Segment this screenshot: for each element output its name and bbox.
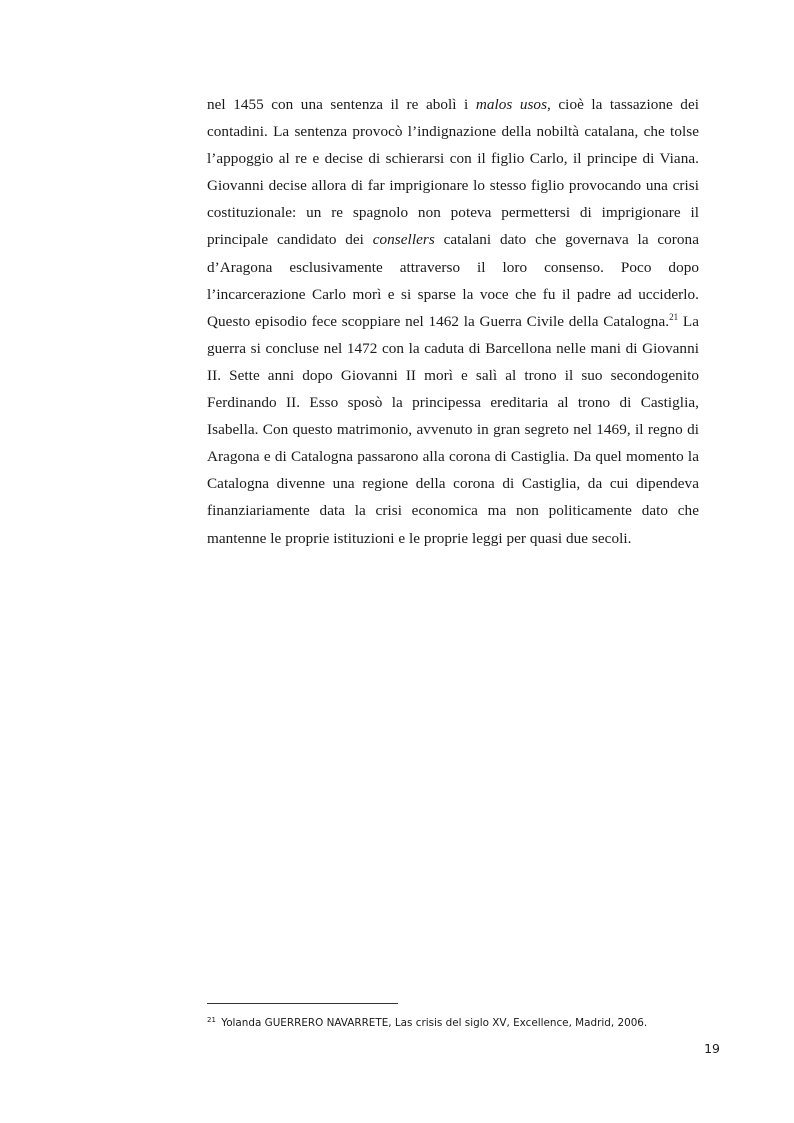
footnote: [207, 1016, 707, 1030]
footnote-separator: [207, 1003, 398, 1004]
footnote-text: Yolanda GUERRERO NAVARRETE, Las crisis del siglo XV, Excellence, Madrid, 2006.: [217, 1017, 648, 1029]
body-text-segment-2: , cioè la tassazione dei contadini. La sentenza provocò l’indignazione della nobiltà catalana, che tolse l’appoggio al re e decise di schierarsi con il figlio Carlo, il principe di Viana. Giovanni decise allora di far imprigionare lo stesso figlio provocando una crisi costituzionale: un re spagnolo non poteva permettersi di imprigionare il principale candidato dei: [207, 96, 700, 249]
page-number: 19: [704, 1041, 720, 1056]
footnote-number: 21: [207, 1016, 216, 1024]
italic-term-malos-usos: malos usos: [475, 96, 548, 113]
italic-term-consellers: consellers: [372, 231, 435, 249]
body-paragraph: [207, 91, 699, 552]
body-text-segment-1: nel 1455 con una sentenza il re abolì i: [207, 96, 476, 113]
body-text-segment-3: catalani dato che governava la corona d’Aragona esclusivamente attraverso il loro consenso. Poco dopo l’incarcerazione Carlo morì e si sparse la voce che fu il padre ad ucciderlo. Questo episodio fece scoppiare nel 1462 la Guerra Civile della Catalogna.: [207, 231, 699, 330]
body-text-segment-4: La guerra si concluse nel 1472 con la caduta di Barcellona nelle mani di Giovanni II. Sette anni dopo Giovanni II morì e salì al trono il suo secondogenito Ferdinando II. Esso sposò la principessa ereditaria al trono di Castiglia, Isabella. Con questo matrimonio, avvenuto in gran segreto nel 1469, il regno di Aragona e di Catalogna passarono alla corona di Castiglia. Da quel momento la Catalogna divenne una regione della corona di Castiglia, da cui dipendeva finanziariamente data la crisi economica ma non politicamente dato che mantenne le proprie istituzioni e le proprie leggi per quasi due secoli.: [207, 312, 699, 547]
footnote-reference[interactable]: 21: [669, 311, 679, 322]
